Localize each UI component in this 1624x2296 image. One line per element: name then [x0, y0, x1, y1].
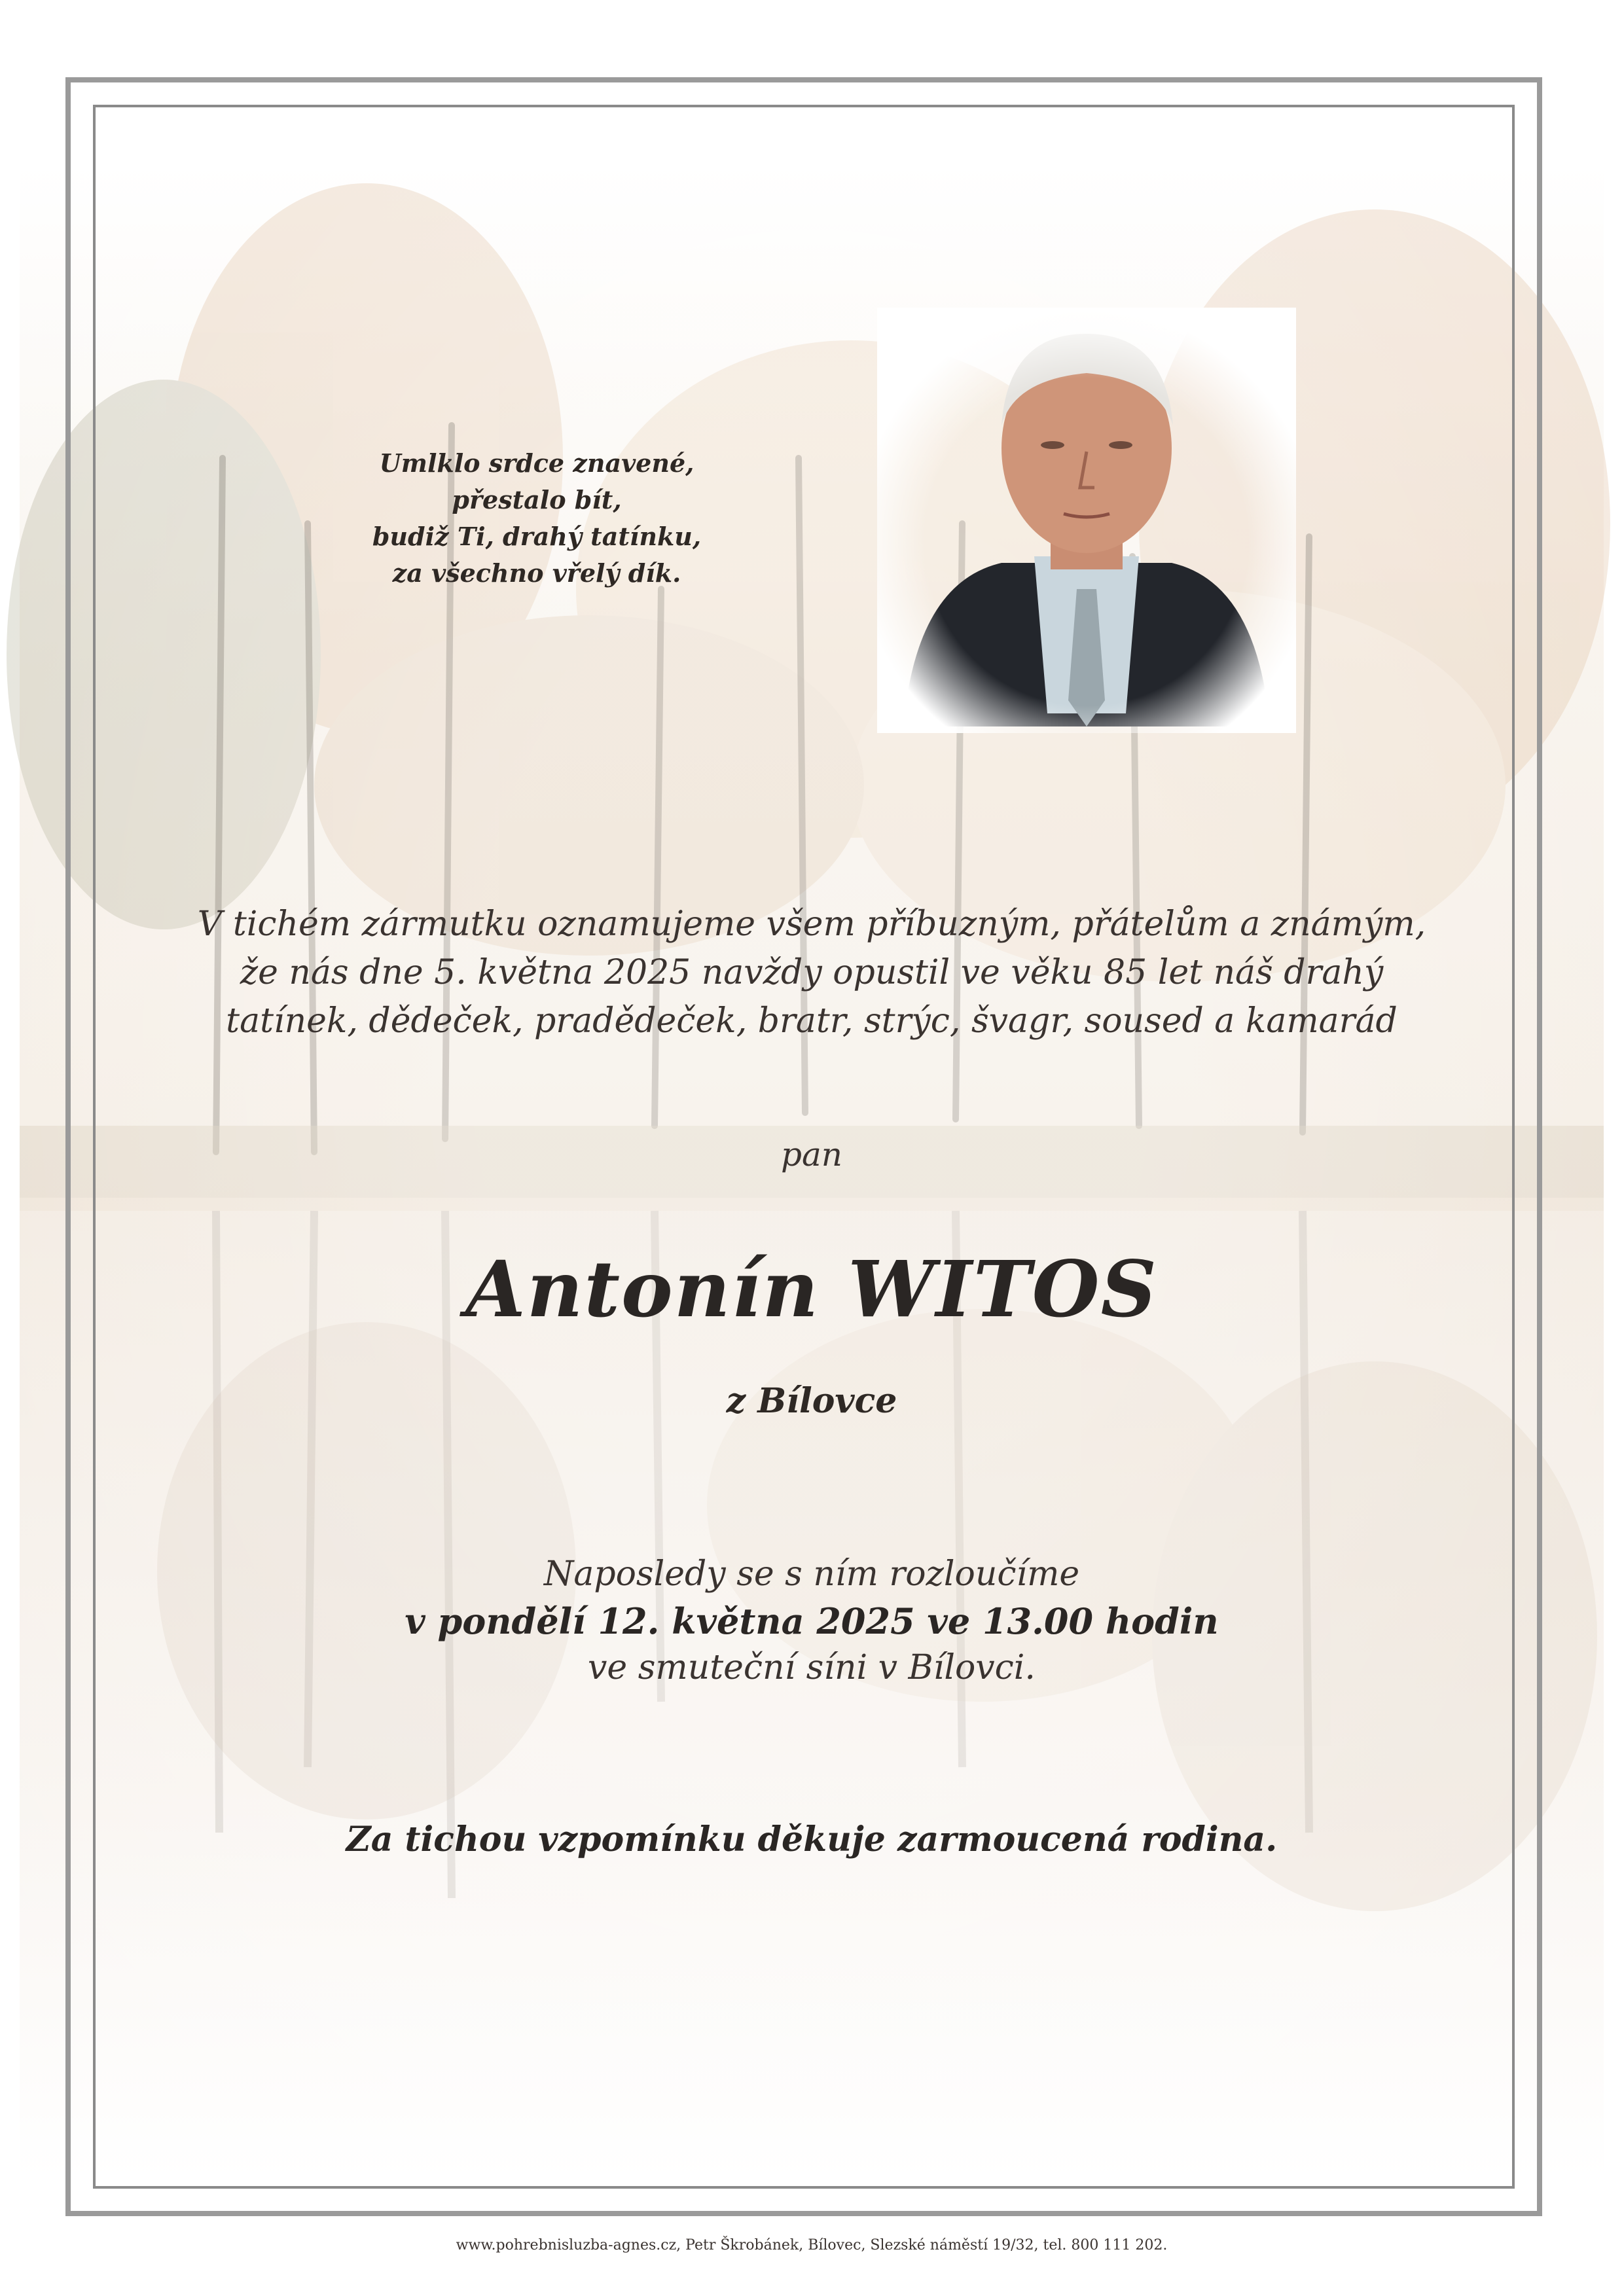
- memorial-verse: Umlklo srdce znavené, přestalo bít, budiž Ti, drahý tatínku, za všechno vřelý dík.: [372, 448, 702, 588]
- farewell-location: ve smuteční síni v Bílovci.: [588, 1648, 1036, 1687]
- deceased-name: Antonín WITOS: [465, 1244, 1158, 1335]
- footer-contact: www.pohrebnisluzba-agnes.cz, Petr Škrobánek, Bílovec, Slezské náměstí 19/32, tel. 800 111 202.: [456, 2237, 1168, 2253]
- title-word: pan: [780, 1136, 843, 1174]
- farewell-date-time: v pondělí 12. května 2025 ve 13.00 hodin: [405, 1600, 1219, 1642]
- portrait-photo: [877, 308, 1296, 733]
- hometown: z Bílovce: [726, 1381, 897, 1421]
- family-thanks: Za tichou vzpomínku děkuje zarmoucená rodina.: [346, 1820, 1278, 1859]
- death-announcement: V tichém zármutku oznamujeme všem příbuzným, přátelům a známým, že nás dne 5. května 2025 navždy opustil ve věku 85 let náš drahý tatínek, dědeček, pradědeček, bratr, strýc, švagr, soused a kamarád: [197, 905, 1426, 1041]
- farewell-intro: Naposledy se s ním rozloučíme: [543, 1554, 1080, 1594]
